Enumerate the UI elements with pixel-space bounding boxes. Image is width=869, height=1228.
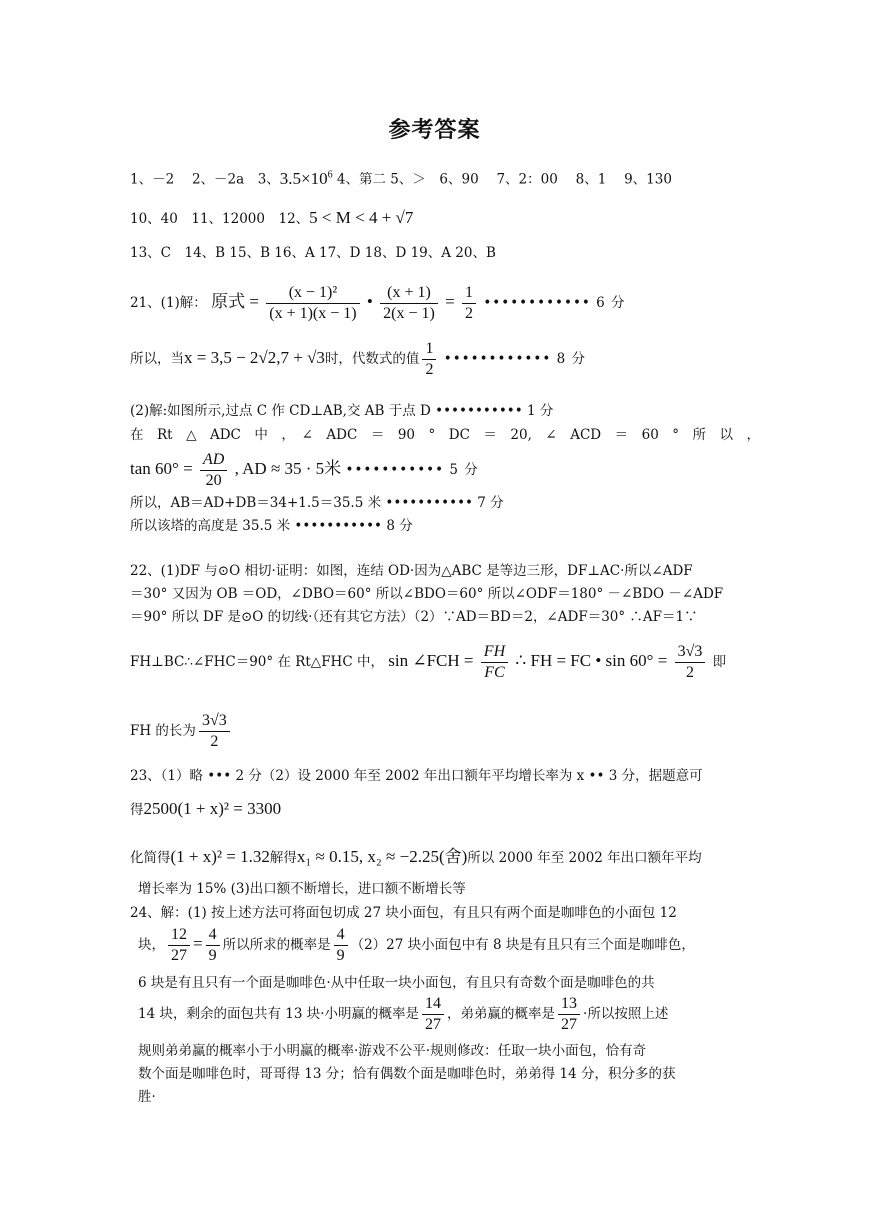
sin-fraction: $\frac{FH}{FC}$ bbox=[481, 642, 508, 683]
result-prefix: 所以，当 bbox=[130, 351, 184, 367]
q22-line4-text: FH⊥BC∴∠FHC＝90° 在 Rt△FHC 中， bbox=[130, 654, 384, 670]
fraction-half-2: $\frac{1}{2}$ bbox=[422, 339, 436, 380]
q23-simplify: 化简得 bbox=[130, 850, 171, 866]
equals-sign: = bbox=[445, 292, 455, 311]
score-5: ••••••••••• 5 分 bbox=[345, 462, 479, 478]
q23-equation: 2500(1 + x)² = 3300 bbox=[143, 799, 282, 818]
x-value-math: x = 3,5 − 2√2,7 + √3 bbox=[184, 348, 325, 367]
q24-line5: 规则弟弟赢的概率小于小明赢的概率·游戏不公平·规则修改：任取一块小面包，恰有奇 bbox=[138, 1043, 647, 1059]
q23-line2 bbox=[130, 798, 740, 821]
fraction-14-27: $\frac{14}{27}$ bbox=[422, 994, 444, 1035]
fraction-12-27: $\frac{12}{27}$ bbox=[168, 925, 190, 966]
score-6: •••••••••••• 6 分 bbox=[483, 295, 626, 311]
fraction-13-27: $\frac{13}{27}$ bbox=[558, 994, 580, 1035]
q21-prefix: 21、(1)解： bbox=[130, 295, 207, 311]
tan-fraction: $\frac{AD}{20}$ bbox=[200, 450, 227, 491]
q24-xiaoming-text: 14 块，剩余的面包共有 13 块·小明赢的概率是 bbox=[138, 1006, 420, 1022]
q23-line1: 23、（1）略 ••• 2 分（2）设 2000 年至 2002 年出口额年平均增长率为 x •• 3 分，据题意可 bbox=[130, 768, 703, 784]
q21-part2-line4: 所以，AB＝AD+DB＝34+1.5＝35.5 米 ••••••••••• 7 分 bbox=[130, 495, 504, 511]
choice-answers: 13、C 14、B 15、B 16、A 17、D 18、D 19、A 20、B bbox=[130, 245, 496, 261]
fh-expression: ∴ FH = FC • sin 60° = bbox=[515, 651, 668, 670]
q21-part2-line5: 所以该塔的高度是 35.5 米 ••••••••••• 8 分 bbox=[130, 518, 413, 534]
page-title: 参考答案 bbox=[388, 117, 481, 143]
q22-line2: ＝30° 又因为 OB ＝OD，∠DBO＝60° 所以∠BDO＝60° 所以∠ODF＝180° －∠BDO －∠ADF bbox=[130, 586, 724, 602]
sci-notation: $3.5\times 10^6$ bbox=[279, 168, 333, 188]
tan-label: tan 60° = bbox=[130, 459, 193, 478]
q21-part1-result bbox=[130, 338, 740, 380]
answers-1-3-text: 1、－2 2、－2a 3、 bbox=[130, 171, 280, 188]
ad-approx: , AD ≈ 35 · 5米 bbox=[234, 459, 342, 478]
equals-sign-2: = bbox=[193, 934, 203, 953]
q23-line4: 增长率为 15% (3)出口额不断增长，进口额不断增长等 bbox=[138, 881, 466, 897]
sin-label: sin ∠FCH = bbox=[388, 651, 474, 670]
q23-roots: x₁ ≈ 0.15, x₂ ≈ −2.25(舍) bbox=[296, 847, 468, 866]
answers-10-12 bbox=[130, 207, 740, 230]
fraction-4-9: $\frac{4}{9}$ bbox=[206, 925, 220, 966]
inequality-math: 5 < M < 4 + √7 bbox=[309, 208, 414, 227]
q22-line1: 22、(1)DF 与⊙O 相切·证明：如图，连结 OD·因为△ABC 是等边三形，DF⊥AC·所以∠ADF bbox=[130, 563, 693, 579]
q23-solve: 解得 bbox=[269, 850, 297, 866]
answers-1-9 bbox=[130, 164, 740, 191]
q21-part2-line2: 在 Rt △ ADC 中 ， ∠ ADC ＝ 90 ° DC ＝ 20, ∠ ACD ＝ 60 ° 所 以 ， bbox=[130, 427, 761, 443]
result-mid: 时，代数式的值 bbox=[324, 351, 420, 367]
fraction-a: $\frac{\text{(x − 1)²}}{(x + 1)(x - 1)}$ bbox=[266, 283, 359, 324]
q23-conclusion: 所以 2000 年至 2002 年出口额年平均 bbox=[467, 850, 702, 866]
q24-line3: 6 块是有且只有一个面是咖啡色·从中任取一块小面包，有且只有奇数个面是咖啡色的共 bbox=[138, 975, 655, 991]
q21-tan-line bbox=[130, 448, 740, 491]
q23-line3 bbox=[130, 846, 740, 869]
q21-part1 bbox=[130, 282, 740, 324]
q24-probability-text: 所以所求的概率是 bbox=[222, 937, 331, 953]
answers-4-9-text: 4、第二 5、＞ 6、90 7、2：00 8、1 9、130 bbox=[332, 171, 672, 188]
q24-kuai: 块， bbox=[138, 937, 165, 953]
q24-therefore: ·所以按照上述 bbox=[583, 1006, 669, 1022]
fraction-half: $\frac{1}{2}$ bbox=[462, 283, 476, 324]
q24-part2-start: （2）27 块小面包中有 8 块是有且只有三个面是咖啡色， bbox=[350, 937, 695, 953]
dot-operator: • bbox=[366, 292, 373, 311]
score-8: •••••••••••• 8 分 bbox=[443, 351, 586, 367]
q22-line3: ＝90° 所以 DF 是⊙O 的切线·（还有其它方法）（2）∵AD＝BD＝2，∠ADF＝30° ∴AF＝1∵ bbox=[130, 609, 698, 625]
q24-line2 bbox=[138, 922, 748, 967]
q24-line4 bbox=[138, 992, 748, 1036]
fh-length-text: FH 的长为 bbox=[130, 723, 196, 739]
answers-10-12-text: 10、40 11、12000 12、 bbox=[130, 211, 310, 227]
q24-brother-text: ，弟弟赢的概率是 bbox=[447, 1006, 556, 1022]
q24-line6: 数个面是咖啡色时，哥哥得 13 分；恰有偶数个面是咖啡色时，弟弟得 14 分，积分多的获 bbox=[138, 1066, 676, 1082]
fraction-b: $\frac{(x + 1)}{2(x - 1)}$ bbox=[380, 283, 438, 324]
q22-line4 bbox=[130, 638, 740, 685]
q24-line1: 24、解：(1) 按上述方法可将面包切成 27 块小面包，有且只有两个面是咖啡色的小面包 12 bbox=[130, 905, 677, 921]
q22-line4-end: 即 bbox=[712, 654, 727, 670]
q23-de: 得 bbox=[130, 802, 144, 818]
q21-label: 原式 = bbox=[211, 292, 259, 311]
q21-part2-line1: (2)解:如图所示,过点 C 作 CD⊥AB,交 AB 于点 D ••••••••••• 1 分 bbox=[130, 403, 554, 419]
result-fraction: $\frac{3√3}{2}$ bbox=[675, 642, 706, 683]
q22-line5 bbox=[130, 708, 740, 754]
q23-simplified-eq: (1 + x)² = 1.32 bbox=[170, 847, 270, 866]
fh-fraction: $\frac{3√3}{2}$ bbox=[199, 711, 230, 752]
fraction-4-9-b: $\frac{4}{9}$ bbox=[334, 925, 348, 966]
q24-line7: 胜· bbox=[138, 1089, 156, 1105]
